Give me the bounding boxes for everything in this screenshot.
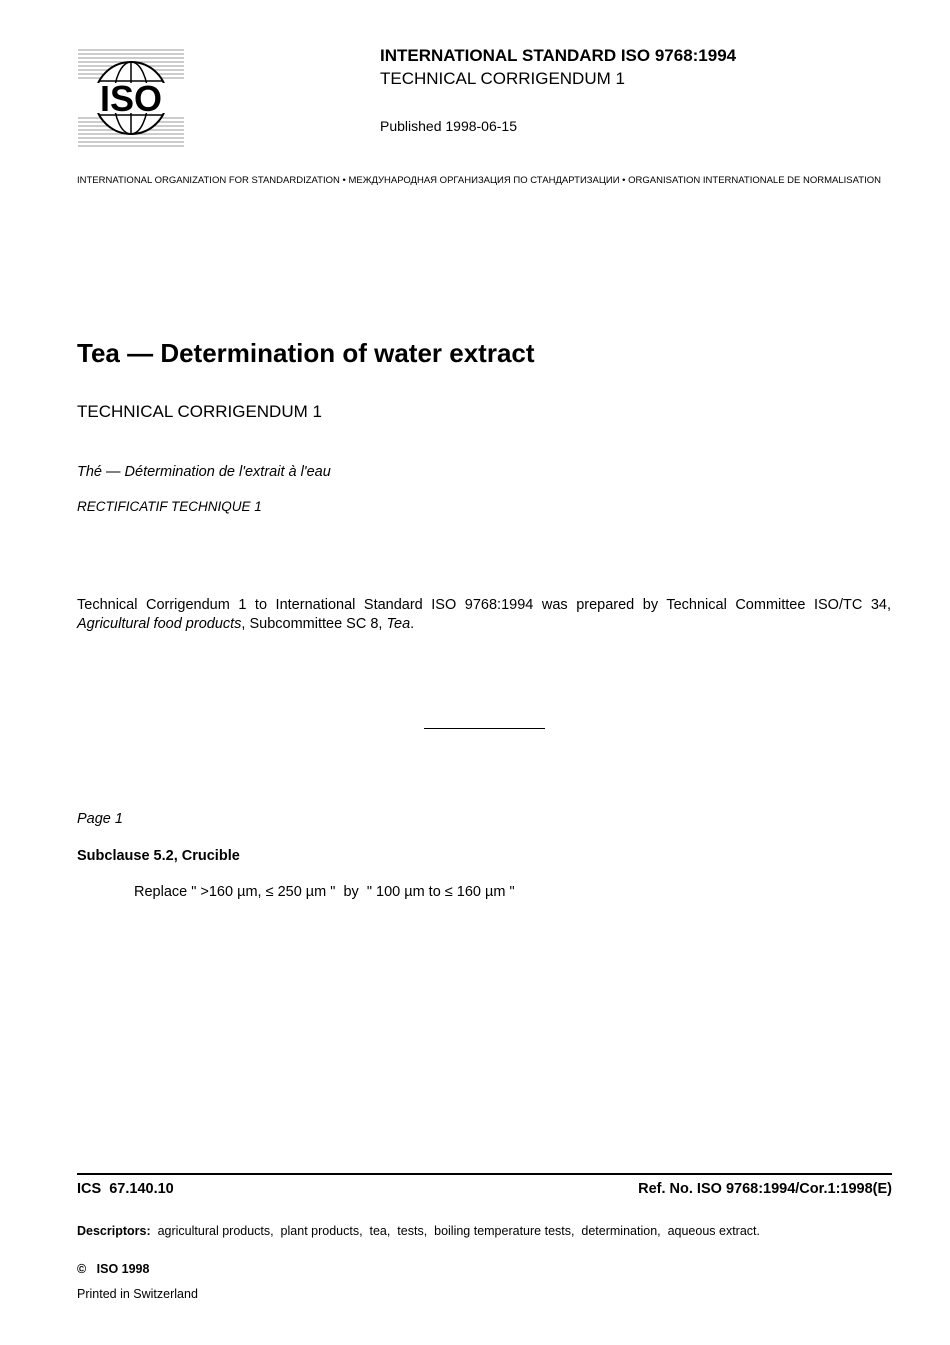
separator-line — [424, 728, 545, 729]
page-reference: Page 1 — [77, 811, 123, 827]
ics-code: ICS 67.140.10 — [77, 1181, 174, 1197]
preparation-text-3: . — [410, 616, 415, 632]
french-title: Thé — Détermination de l'extrait à l'eau — [77, 464, 331, 480]
preparation-text-2: , Subcommittee SC 8, — [241, 616, 387, 632]
logo-text: ISO — [99, 78, 163, 119]
subclause-heading: Subclause 5.2, Crucible — [77, 848, 240, 864]
footer-rule — [77, 1173, 892, 1175]
corrigendum-label: TECHNICAL CORRIGENDUM 1 — [77, 402, 322, 421]
organization-line: INTERNATIONAL ORGANIZATION FOR STANDARDIZATION • МЕЖДУНАРОДНАЯ ОРГАНИЗАЦИЯ ПО СТАНДАРТИЗАЦИИ • ORGANISATION INTERNATIONALE DE NORMALISATION — [77, 175, 881, 186]
standard-title: INTERNATIONAL STANDARD ISO 9768:1994 — [380, 46, 737, 65]
reference-number: Ref. No. ISO 9768:1994/Cor.1:1998(E) — [638, 1181, 892, 1197]
descriptors — [77, 1224, 760, 1238]
standard-subtitle: TECHNICAL CORRIGENDUM 1 — [380, 69, 625, 88]
subcommittee-name: Tea — [386, 616, 411, 632]
iso-logo — [78, 48, 184, 148]
descriptors-label: Descriptors: — [77, 1224, 151, 1238]
printed-in: Printed in Switzerland — [77, 1287, 198, 1301]
preparation-text-1: Technical Corrigendum 1 to International Standard ISO 9768:1994 was prepared by Technical Committee ISO/TC 34, — [77, 597, 891, 613]
copyright: © ISO 1998 — [77, 1262, 150, 1276]
committee-name: Agricultural food products — [77, 616, 242, 632]
preparation-paragraph — [77, 596, 891, 634]
replacement-instruction: Replace " >160 µm, ≤ 250 µm " by " 100 µm to ≤ 160 µm " — [134, 884, 515, 900]
document-title: Tea — Determination of water extract — [77, 338, 535, 368]
french-corrigendum-label: RECTIFICATIF TECHNIQUE 1 — [77, 499, 262, 514]
descriptors-text: agricultural products, plant products, tea, tests, boiling temperature tests, determination, aqueous extract. — [150, 1224, 760, 1238]
published-date: Published 1998-06-15 — [380, 118, 517, 134]
